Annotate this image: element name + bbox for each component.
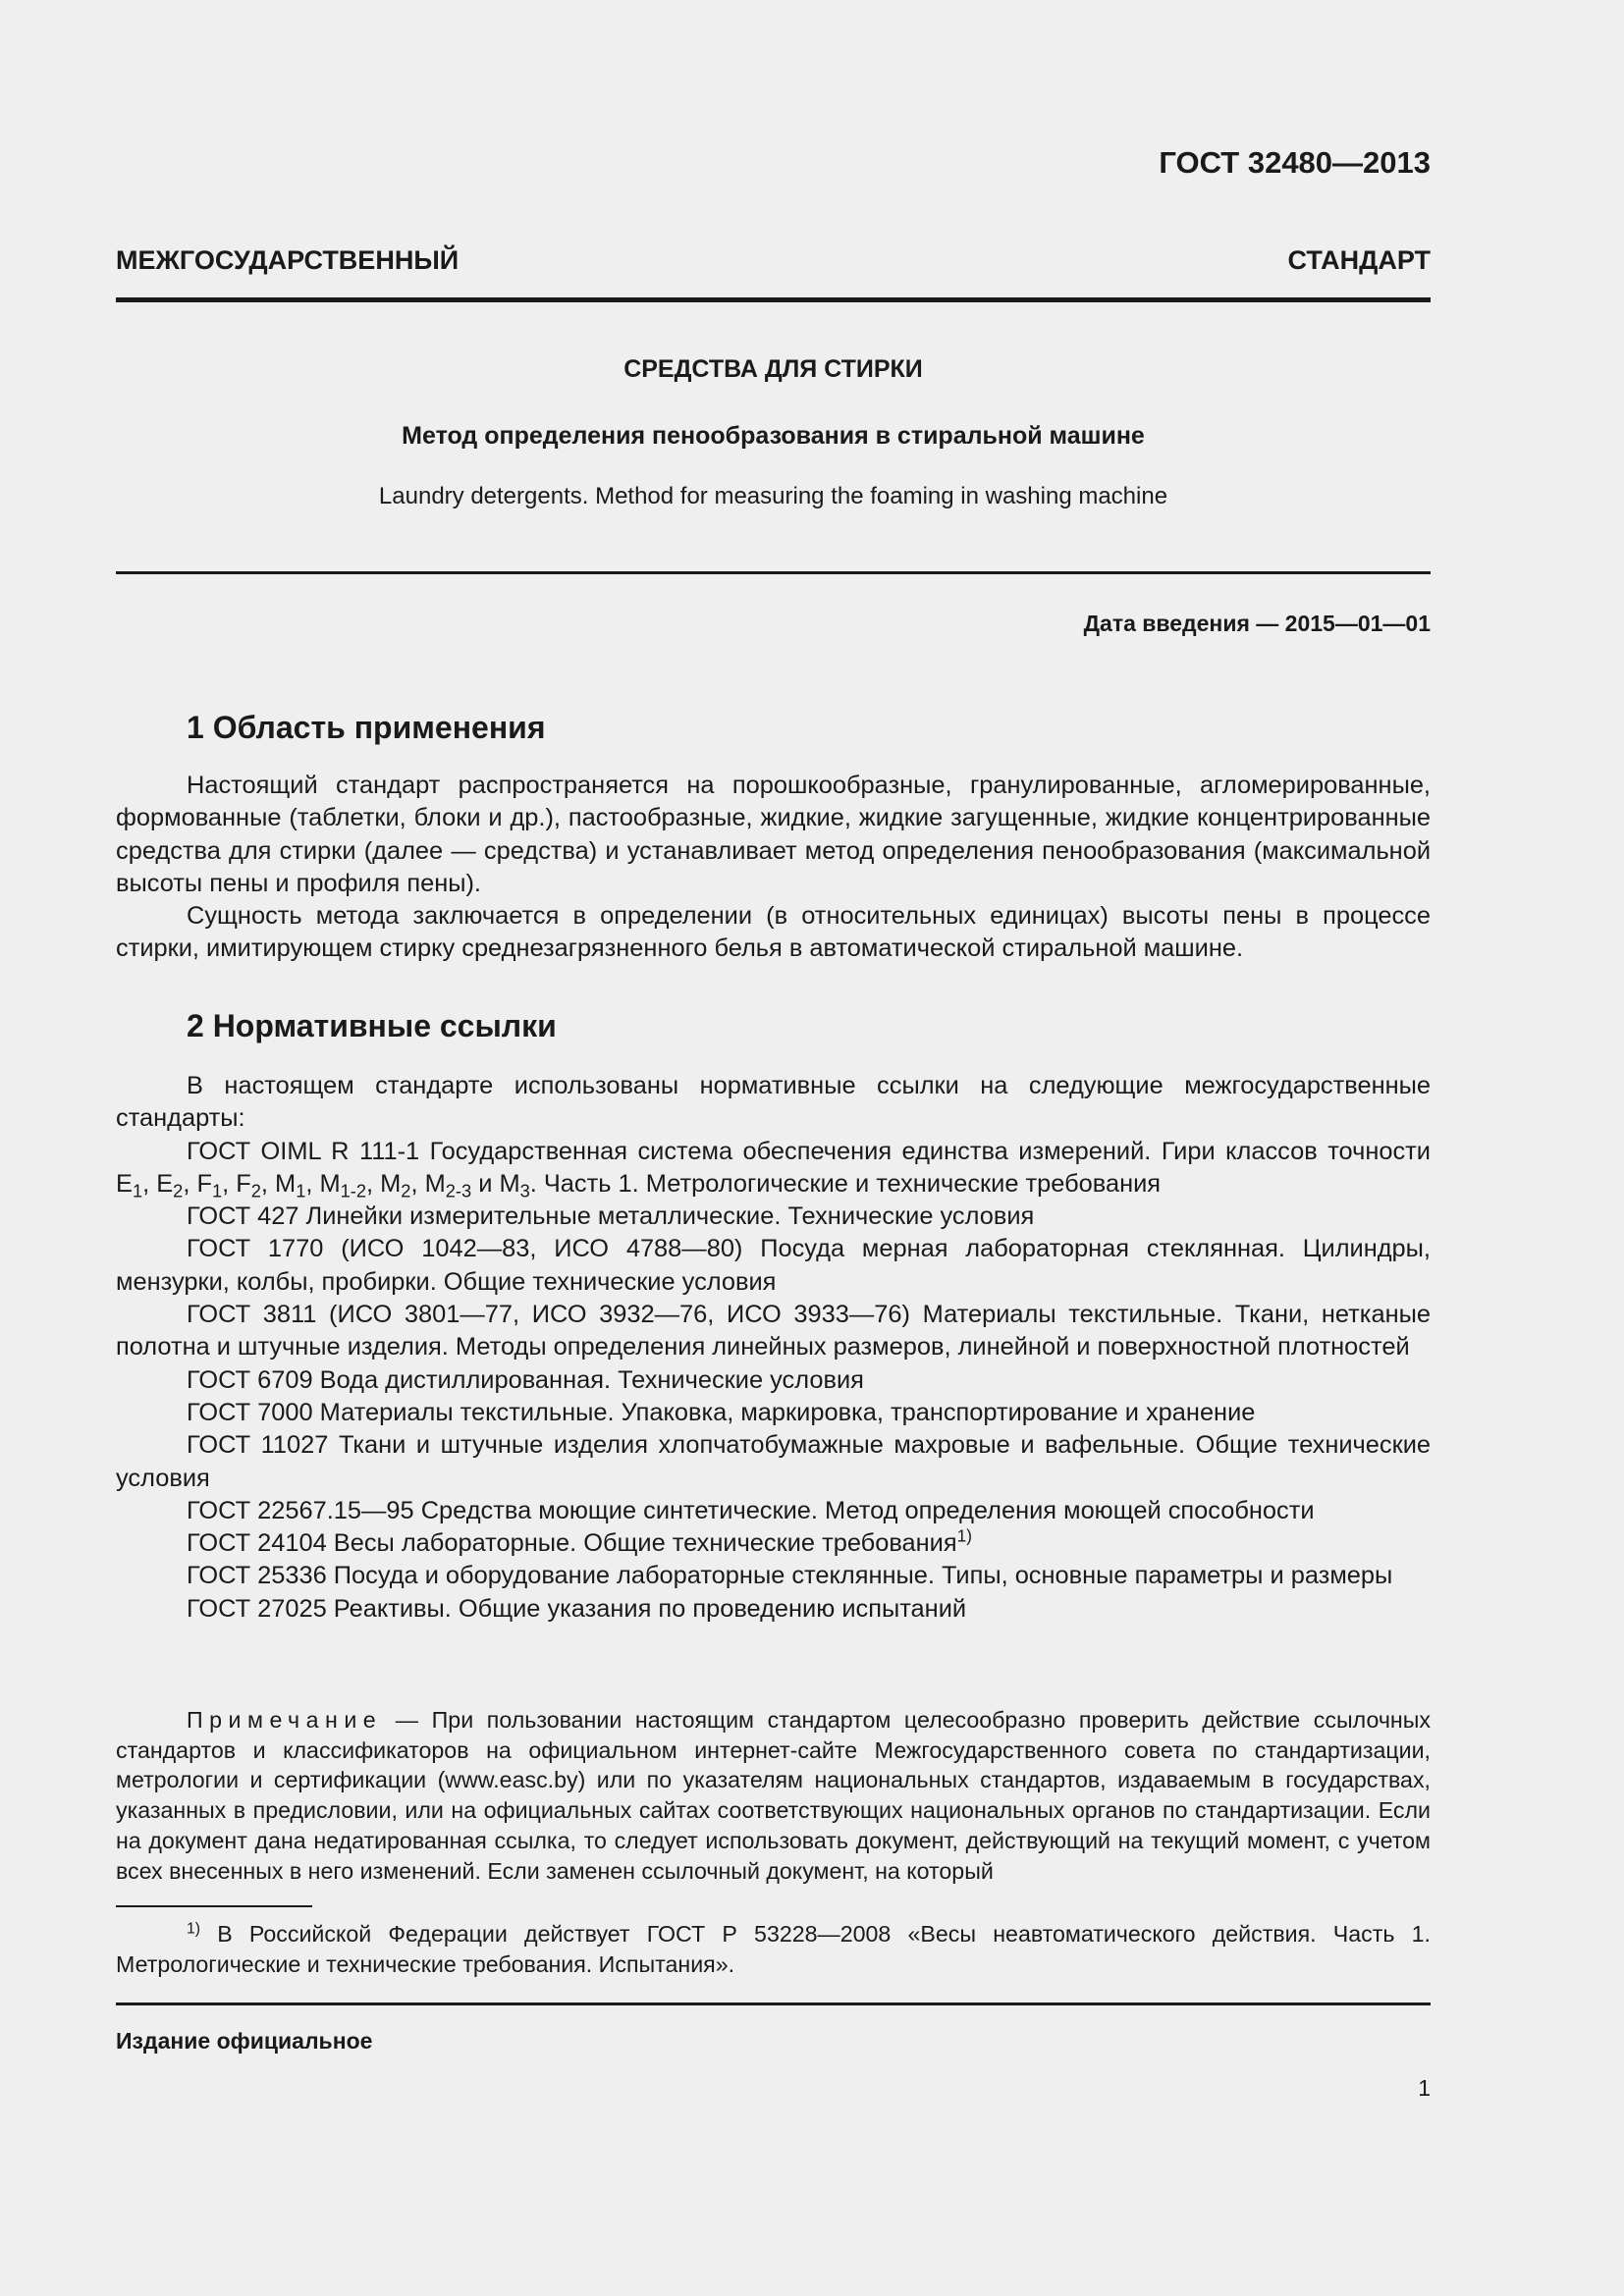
footnote-rule — [116, 1905, 312, 1907]
weight-class: $M_2$ — [380, 1169, 411, 1201]
reference-item: ГОСТ 427 Линейки измерительные металлические. Технические условия — [187, 1202, 1035, 1231]
interstate-standard-label: МЕЖГОСУДАРСТВЕННЫЙ СТАНДАРТ — [116, 245, 1431, 275]
weight-class: $E_2$ — [156, 1169, 184, 1201]
note-text: — При пользовании настоящим стандартом целесообразно проверить действие ссылочных стандартов и классификаторов на официальном интернет-сайте Межгосударственного совета по стандартизации, метрологии и сертификации (www.easc.by) или по указателям национальных стандартов, издаваемым в государствах, указанных в предисловии, или на официальных сайтах соответствующих национальных органов по стандартизации. Если на документ дана недатированная ссылка, то следует использовать документ, действующий на текущий момент, с учетом всех внесенных в него изменений. Если заменен ссылочный документ, на который — [116, 1707, 1431, 1884]
footnote-number: 1) — [187, 1920, 201, 1938]
header-rule — [116, 297, 1431, 302]
weight-classes: $E_1$, $E_2$, $F_1$, $F_2$, $M_1$, $M_{1-2}$, $M_2$, $M_{2-3}$ и $M_3$ — [116, 1169, 530, 1201]
weight-class: $F_2$ — [236, 1169, 261, 1201]
reference-item: ГОСТ 24104 Весы лабораторные. Общие технические требования$^{1)}$ — [187, 1525, 972, 1558]
weight-class: $M_1$ — [275, 1169, 306, 1201]
weight-class: $E_1$ — [116, 1169, 143, 1201]
section-1-paragraph: Сущность метода заключается в определении (в относительных единицах) высоты пены в процессе стирки, имитирующем стирку среднезагрязненного белья в автоматической стиральной машине. — [116, 902, 1431, 963]
section-2-intro: В настоящем стандарте использованы нормативные ссылки на следующие межгосударственные стандарты: — [116, 1072, 1431, 1133]
footnote — [116, 1919, 1431, 1979]
introduction-date: Дата введения — 2015—01—01 — [1083, 611, 1431, 636]
section-1-paragraph: Настоящий стандарт распространяется на порошкообразные, гранулированные, агломерированные, формованные (таблетки, блоки и др.), пастообразные, жидкие, жидкие загущенные, жидкие концентрированные средства для стирки (далее — средства) и устанавливает метод определения пенообразования (максимальной высоты пены и профиля пены). — [116, 772, 1431, 897]
weight-class: $M_{2-3}$ — [424, 1169, 472, 1201]
reference-item: ГОСТ 1770 (ИСО 1042—83, ИСО 4788—80) Посуда мерная лабораторная стеклянная. Цилиндры, мензурки, колбы, пробирки. Общие технические условия — [116, 1235, 1431, 1296]
section-1-body — [116, 770, 1431, 966]
gost-number: ГОСТ 32480—2013 — [1159, 145, 1431, 180]
weight-class: $M_3$ — [499, 1169, 530, 1201]
weight-class: $M_{1-2}$ — [319, 1169, 367, 1201]
edition-label: Издание официальное — [116, 2028, 373, 2054]
reference-item: ГОСТ 27025 Реактивы. Общие указания по проведению испытаний — [187, 1594, 967, 1623]
footnote-mark: 1) — [956, 1525, 972, 1546]
page-number: 1 — [1418, 2075, 1431, 2101]
note-block — [116, 1705, 1431, 1886]
reference-oiml: ГОСТ OIML R 111-1 Государственная система обеспечения единства измерений. Гири классов точности $E_1$, $E_2$, $F_1$, $F_2$, $M_1$, $M_{1-2}$, $M_2$, $M_{2-3}$ и $M_3$. Часть 1. Метрологические и технические требования — [116, 1137, 1431, 1201]
reference-item: ГОСТ 22567.15—95 Средства моющие синтетические. Метод определения моющей способности — [187, 1496, 1315, 1524]
footnote-text: В Российской Федерации действует ГОСТ Р 53228—2008 «Весы неавтоматического действия. Часть 1. Метрологические и технические требования. Испытания». — [116, 1921, 1431, 1977]
reference-item: ГОСТ 11027 Ткани и штучные изделия хлопчатобумажные махровые и вафельные. Общие технические условия — [116, 1431, 1431, 1492]
section-2-heading: 2 Нормативные ссылки — [187, 1008, 557, 1043]
reference-item: ГОСТ 6709 Вода дистиллированная. Технические условия — [187, 1365, 864, 1394]
note-label: Примечание — [187, 1707, 383, 1733]
section-2-body — [116, 1070, 1431, 1626]
reference-item: ГОСТ 25336 Посуда и оборудование лабораторные стеклянные. Типы, основные параметры и размеры — [187, 1562, 1393, 1590]
section-1-heading: 1 Область применения — [187, 710, 546, 745]
reference-item: ГОСТ 3811 (ИСО 3801—77, ИСО 3932—76, ИСО 3933—76) Материалы текстильные. Ткани, нетканые полотна и штучные изделия. Методы определения линейных размеров, линейной и поверхностной плотностей — [116, 1301, 1431, 1362]
document-subtitle: Метод определения пенообразования в стиральной машине — [402, 422, 1145, 450]
document-title: СРЕДСТВА ДЛЯ СТИРКИ — [623, 355, 923, 383]
title-rule — [116, 571, 1431, 574]
weight-class: $F_1$ — [196, 1169, 223, 1201]
footer-rule — [116, 2002, 1431, 2005]
english-title: Laundry detergents. Method for measuring the foaming in washing machine — [378, 483, 1168, 509]
reference-item: ГОСТ 7000 Материалы текстильные. Упаковка, маркировка, транспортирование и хранение — [187, 1398, 1256, 1426]
